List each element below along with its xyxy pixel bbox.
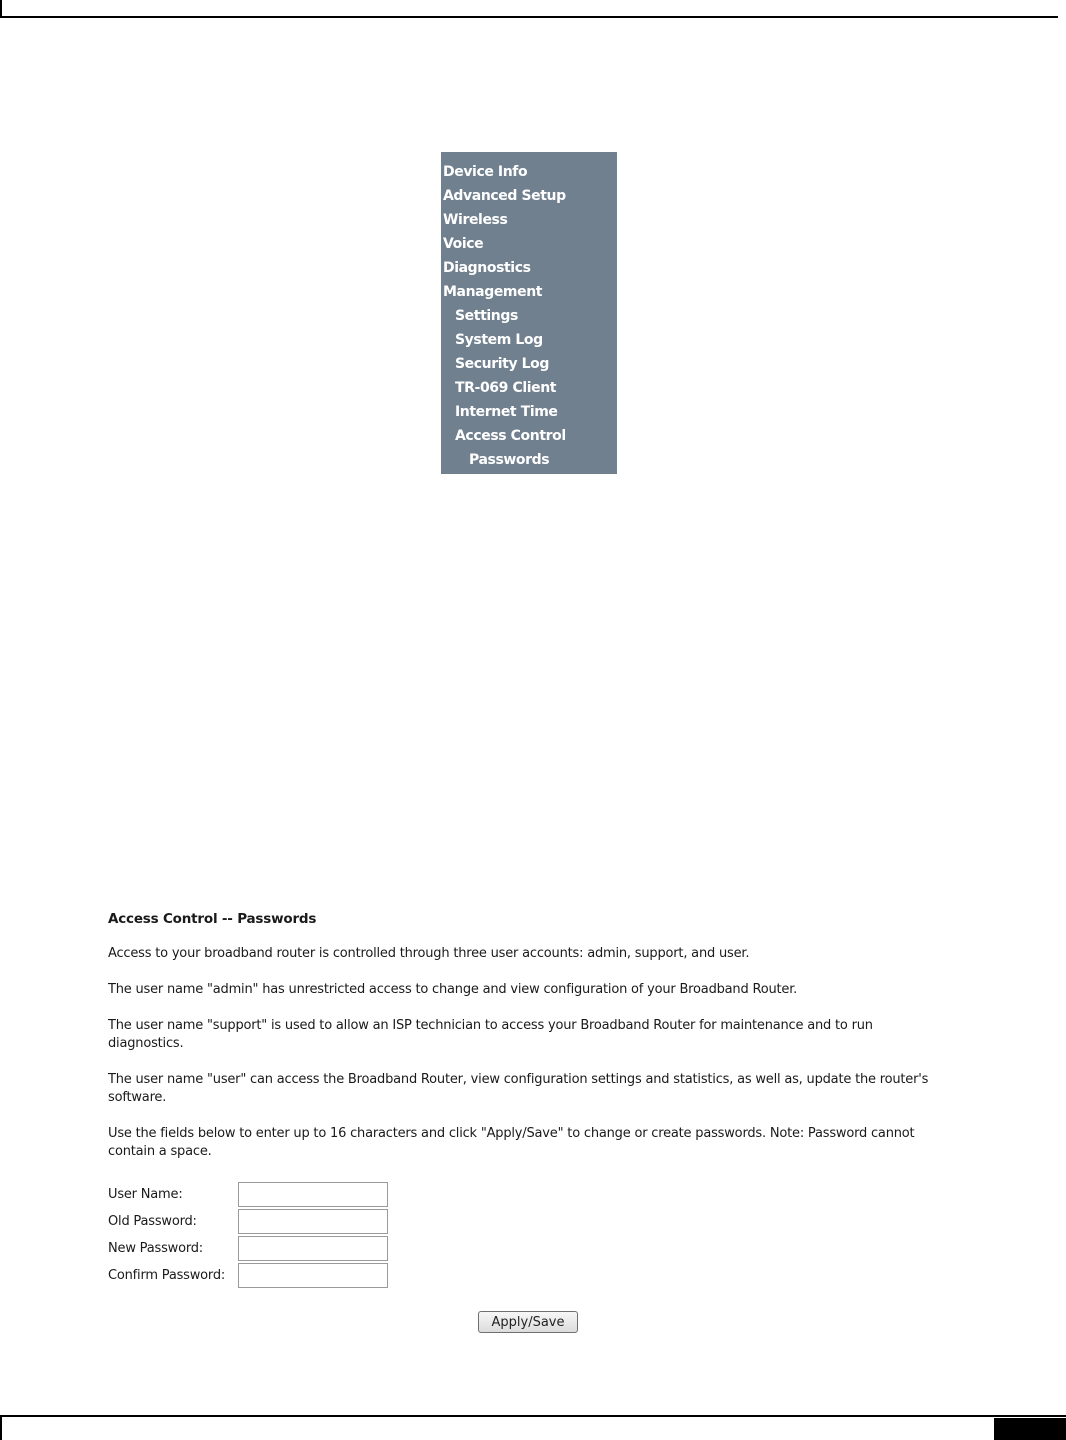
menu-item-internet-time[interactable]: Internet Time xyxy=(455,404,558,420)
page-title: Access Control -- Passwords xyxy=(108,911,317,927)
menu-item-security-log[interactable]: Security Log xyxy=(455,356,549,372)
menu-item-device-info[interactable]: Device Info xyxy=(443,164,528,180)
user-name-row xyxy=(108,1181,388,1208)
support-paragraph: The user name "support" is used to allow an ISP technician to access your Broadband Router for maintenance and to run diagnostics. xyxy=(108,1018,873,1051)
new-password-input[interactable] xyxy=(238,1236,388,1261)
confirm-password-row xyxy=(108,1262,388,1289)
page-number-tab xyxy=(994,1418,1066,1440)
sidebar-menu xyxy=(441,152,617,474)
user-paragraph: The user name "user" can access the Broadband Router, view configuration settings and statistics, as well as, update the router's software. xyxy=(108,1072,929,1105)
menu-item-settings[interactable]: Settings xyxy=(455,308,518,324)
passwords-content xyxy=(108,908,938,1179)
menu-item-voice[interactable]: Voice xyxy=(443,236,484,252)
page-bottom-border xyxy=(0,1415,1066,1440)
password-form xyxy=(108,1181,388,1289)
menu-item-management[interactable]: Management xyxy=(443,284,543,300)
user-name-input[interactable] xyxy=(238,1182,388,1207)
menu-item-diagnostics[interactable]: Diagnostics xyxy=(443,260,531,276)
menu-item-tr069-client[interactable]: TR-069 Client xyxy=(455,380,557,396)
old-password-input[interactable] xyxy=(238,1209,388,1234)
menu-item-system-log[interactable]: System Log xyxy=(455,332,543,348)
menu-item-wireless[interactable]: Wireless xyxy=(443,212,508,228)
old-password-row xyxy=(108,1208,388,1235)
page-top-border xyxy=(0,0,1058,18)
menu-item-passwords[interactable]: Passwords xyxy=(469,452,550,468)
user-name-label: User Name: xyxy=(108,1187,183,1202)
menu-item-advanced-setup[interactable]: Advanced Setup xyxy=(443,188,566,204)
confirm-password-input[interactable] xyxy=(238,1263,388,1288)
instructions-paragraph: Use the fields below to enter up to 16 characters and click "Apply/Save" to change or create passwords. Note: Password cannot contain a space. xyxy=(108,1126,915,1159)
intro-paragraph: Access to your broadband router is controlled through three user accounts: admin, support, and user. xyxy=(108,946,750,961)
old-password-label: Old Password: xyxy=(108,1214,197,1229)
confirm-password-label: Confirm Password: xyxy=(108,1268,226,1283)
new-password-row xyxy=(108,1235,388,1262)
menu-item-access-control[interactable]: Access Control xyxy=(455,428,566,444)
new-password-label: New Password: xyxy=(108,1241,203,1256)
apply-save-button[interactable]: Apply/Save xyxy=(478,1311,578,1333)
admin-paragraph: The user name "admin" has unrestricted access to change and view configuration of your Broadband Router. xyxy=(108,982,798,997)
